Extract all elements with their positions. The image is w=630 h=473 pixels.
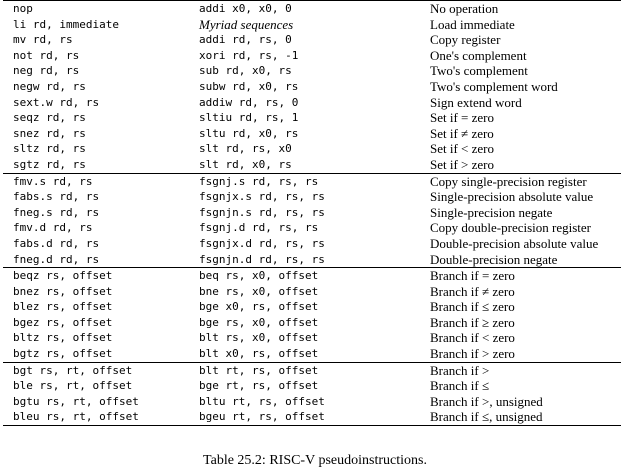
base-instruction-cell: beq rs, x0, offset [199, 269, 319, 283]
base-instruction-cell: blt rs, x0, offset [199, 331, 319, 345]
pseudoinstruction-cell: neg rd, rs [13, 64, 80, 78]
meaning-cell: Branch if > [430, 362, 490, 378]
meaning-cell: Branch if ≥ zero [430, 314, 515, 330]
base-instruction-cell: Myriad sequences [199, 16, 294, 32]
table-row [3, 79, 621, 95]
instruction-group [3, 362, 621, 425]
meaning-cell: Set if ≠ zero [430, 125, 494, 141]
pseudoinstruction-table [3, 0, 621, 426]
table-row [3, 189, 621, 205]
table-row [3, 252, 621, 268]
table-row [3, 299, 621, 315]
meaning-cell: Branch if ≤ zero [430, 299, 515, 315]
meaning-cell: Set if < zero [430, 141, 495, 157]
table-row [3, 17, 621, 33]
meaning-cell: Two's complement word [430, 78, 558, 94]
pseudoinstruction-cell: bgtu rs, rt, offset [13, 394, 139, 408]
table-row [3, 330, 621, 346]
pseudoinstruction-cell: bltz rs, offset [13, 331, 113, 345]
meaning-cell: Set if = zero [430, 110, 495, 126]
table-row [3, 63, 621, 79]
meaning-cell: Single-precision absolute value [430, 189, 594, 205]
meaning-cell: No operation [430, 1, 499, 16]
base-instruction-cell: subw rd, x0, rs [199, 79, 299, 93]
table-row [3, 126, 621, 142]
meaning-cell: Branch if = zero [430, 268, 515, 284]
base-instruction-cell: bgeu rt, rs, offset [199, 410, 325, 424]
meaning-cell: Set if > zero [430, 156, 495, 172]
meaning-cell: Branch if >, unsigned [430, 393, 543, 409]
pseudoinstruction-cell: bgtz rs, offset [13, 347, 113, 361]
meaning-cell: Branch if > zero [430, 346, 515, 362]
pseudoinstruction-cell: fneg.s rd, rs [13, 205, 100, 219]
meaning-cell: Branch if ≤, unsigned [430, 409, 543, 425]
table-row [3, 110, 621, 126]
pseudoinstruction-cell: fabs.d rd, rs [13, 236, 100, 250]
instruction-group [3, 1, 621, 173]
base-instruction-cell: addi rd, rs, 0 [199, 33, 292, 47]
base-instruction-cell: sltu rd, x0, rs [199, 126, 299, 140]
meaning-cell: One's complement [430, 47, 527, 63]
base-instruction-cell: sltiu rd, rs, 1 [199, 111, 299, 125]
base-instruction-cell: fsgnjx.s rd, rs, rs [199, 190, 325, 204]
table-row [3, 174, 621, 190]
base-instruction-cell: bge x0, rs, offset [199, 300, 319, 314]
pseudoinstruction-cell: bleu rs, rt, offset [13, 410, 139, 424]
base-instruction-cell: slt rd, rs, x0 [199, 142, 292, 156]
pseudoinstruction-cell: sgtz rd, rs [13, 157, 86, 171]
pseudoinstruction-cell: fabs.s rd, rs [13, 190, 100, 204]
pseudoinstruction-cell: li rd, immediate [13, 17, 119, 31]
base-instruction-cell: fsgnjn.d rd, rs, rs [199, 252, 325, 266]
meaning-cell: Two's complement [430, 63, 528, 79]
base-instruction-cell: fsgnj.d rd, rs, rs [199, 221, 319, 235]
instruction-group [3, 173, 621, 268]
pseudoinstruction-cell: sltz rd, rs [13, 142, 86, 156]
meaning-cell: Branch if ≠ zero [430, 283, 515, 299]
pseudoinstruction-cell: mv rd, rs [13, 33, 73, 47]
meaning-cell: Load immediate [430, 16, 515, 32]
base-instruction-cell: addiw rd, rs, 0 [199, 95, 299, 109]
meaning-cell: Single-precision negate [430, 204, 553, 220]
pseudoinstruction-cell: fmv.d rd, rs [13, 221, 93, 235]
table-row [3, 32, 621, 48]
pseudoinstruction-cell: sext.w rd, rs [13, 95, 100, 109]
table-row [3, 284, 621, 300]
base-instruction-cell: bge rs, x0, offset [199, 315, 319, 329]
pseudoinstruction-cell: fneg.d rd, rs [13, 252, 100, 266]
base-instruction-cell: xori rd, rs, -1 [199, 48, 299, 62]
table-row [3, 236, 621, 252]
table-row [3, 220, 621, 236]
meaning-cell: Copy register [430, 32, 501, 48]
table-row [3, 346, 621, 362]
base-instruction-cell: slt rd, x0, rs [199, 157, 292, 171]
base-instruction-cell: sub rd, x0, rs [199, 64, 292, 78]
pseudoinstruction-cell: bgez rs, offset [13, 315, 113, 329]
table-row [3, 141, 621, 157]
meaning-cell: Sign extend word [430, 94, 522, 110]
meaning-cell: Double-precision absolute value [430, 235, 599, 251]
table-row [3, 48, 621, 64]
base-instruction-cell: bne rs, x0, offset [199, 284, 319, 298]
pseudoinstruction-cell: bgt rs, rt, offset [13, 363, 133, 377]
meaning-cell: Copy double-precision register [430, 220, 592, 236]
base-instruction-cell: blt x0, rs, offset [199, 347, 319, 361]
pseudoinstruction-cell: negw rd, rs [13, 79, 86, 93]
pseudoinstruction-cell: snez rd, rs [13, 126, 86, 140]
pseudoinstruction-cell: ble rs, rt, offset [13, 379, 133, 393]
instruction-group [3, 267, 621, 362]
meaning-cell: Copy single-precision register [430, 173, 587, 189]
base-instruction-cell: bltu rt, rs, offset [199, 394, 325, 408]
table-row [3, 378, 621, 394]
base-instruction-cell: addi x0, x0, 0 [199, 2, 292, 15]
table-row [3, 205, 621, 221]
table-row [3, 95, 621, 111]
table-row [3, 157, 621, 173]
table-row [3, 315, 621, 331]
pseudoinstruction-cell: beqz rs, offset [13, 269, 113, 283]
table-row [3, 1, 621, 17]
pseudoinstruction-cell: fmv.s rd, rs [13, 174, 93, 188]
base-instruction-cell: fsgnjn.s rd, rs, rs [199, 205, 325, 219]
meaning-cell: Double-precision negate [430, 251, 558, 267]
pseudoinstruction-cell: not rd, rs [13, 48, 80, 62]
pseudoinstruction-cell: blez rs, offset [13, 300, 113, 314]
table-row [3, 409, 621, 425]
base-instruction-cell: bge rt, rs, offset [199, 379, 319, 393]
table-row [3, 394, 621, 410]
pseudoinstruction-cell: seqz rd, rs [13, 111, 86, 125]
table-row [3, 363, 621, 379]
base-instruction-cell: blt rt, rs, offset [199, 363, 319, 377]
meaning-cell: Branch if ≤ [430, 378, 490, 394]
pseudoinstruction-cell: nop [13, 2, 33, 15]
table-caption: Table 25.2: RISC-V pseudoinstructions. [203, 453, 427, 468]
base-instruction-cell: fsgnjx.d rd, rs, rs [199, 236, 325, 250]
meaning-cell: Branch if < zero [430, 330, 515, 346]
base-instruction-cell: fsgnj.s rd, rs, rs [199, 174, 319, 188]
table-row [3, 268, 621, 284]
pseudoinstruction-cell: bnez rs, offset [13, 284, 113, 298]
